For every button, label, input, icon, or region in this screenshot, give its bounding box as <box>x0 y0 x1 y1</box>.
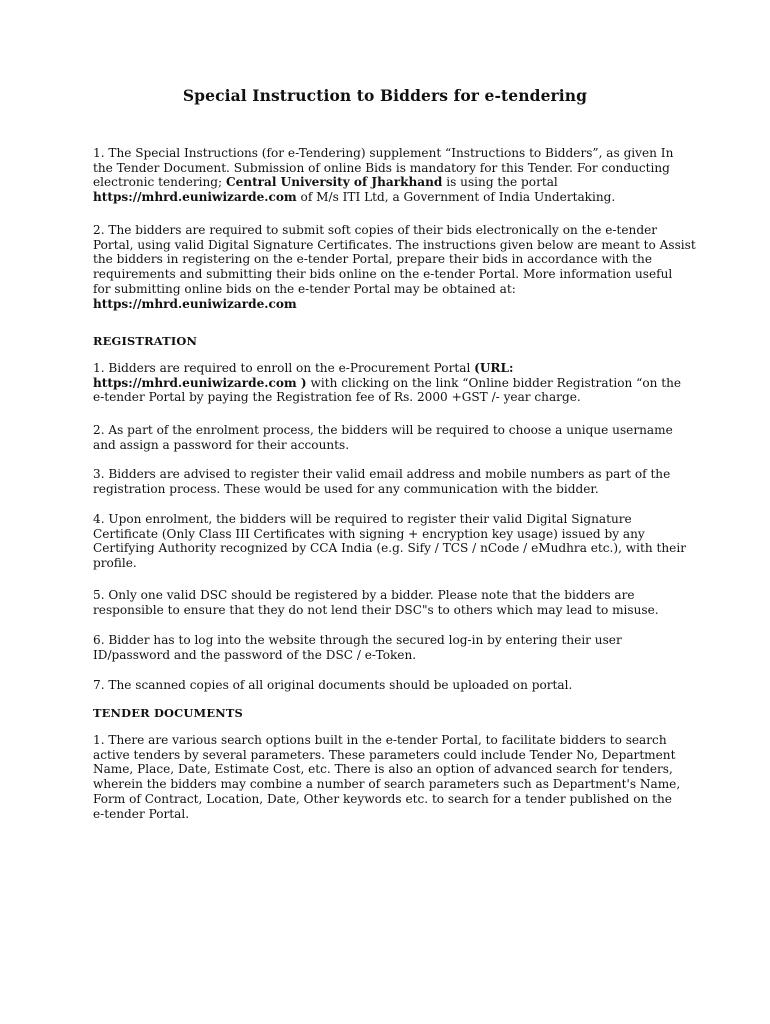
text-line: Name, Place, Date, Estimate Cost, etc. There is also an option of advanced search for tenders, <box>93 762 673 777</box>
text-run: with clicking on the link “Online bidder Registration “on the <box>306 375 682 390</box>
text-line: registration process. These would be used for any communication with the bidder. <box>93 481 599 496</box>
text-line <box>93 376 683 391</box>
registration-item-4 <box>93 512 686 571</box>
text-line: 2. The bidders are required to submit soft copies of their bids electronically on the e-tender <box>93 223 658 237</box>
text-line: profile. <box>93 556 137 571</box>
registration-item-2 <box>93 423 683 452</box>
registration-item-5 <box>93 588 683 617</box>
text-line: 1. The Special Instructions (for e-Tendering) supplement “Instructions to Bidders”, as given In <box>93 146 674 160</box>
text-line: 5. Only one valid DSC should be registered by a bidder. Please note that the bidders are <box>93 588 635 602</box>
text-line: e-tender Portal. <box>93 806 190 821</box>
text-line: 6. Bidder has to log into the website through the secured log-in by entering their user <box>93 633 622 647</box>
portal-url: https://mhrd.euniwizarde.com <box>93 296 297 311</box>
text-line: Certifying Authority recognized by CCA India (e.g. Sify / TCS / nCode / eMudhra etc.), with their <box>93 541 686 556</box>
text-run: of M/s ITI Ltd, a Government of India Undertaking. <box>296 190 616 205</box>
text-line: 2. As part of the enrolment process, the bidders will be required to choose a unique username <box>93 423 673 437</box>
portal-url: https://mhrd.euniwizarde.com ) <box>93 375 307 390</box>
text-line: responsible to ensure that they do not lend their DSC"s to others which may lead to misuse. <box>93 602 659 617</box>
registration-item-7 <box>93 678 683 693</box>
document-title: Special Instruction to Bidders for e-tendering <box>182 86 588 105</box>
portal-url: https://mhrd.euniwizarde.com <box>93 190 297 205</box>
text-line: active tenders by several parameters. These parameters could include Tender No, Department <box>93 747 676 762</box>
text-run: electronic tendering; <box>93 175 226 190</box>
university-name: Central University of Jharkhand <box>225 175 443 190</box>
text-line: Certificate (Only Class III Certificates with signing + encryption key usage) issued by any <box>93 526 645 541</box>
registration-heading: REGISTRATION <box>93 334 198 348</box>
text-line: requirements and submitting their bids online on the e-tender Portal. More information useful <box>93 267 673 282</box>
registration-item-3 <box>93 467 683 496</box>
tender-documents-heading: TENDER DOCUMENTS <box>93 706 243 720</box>
registration-item-6 <box>93 633 683 662</box>
intro-paragraph-1 <box>93 146 683 205</box>
url-label: (URL: <box>474 361 514 375</box>
text-line: 7. The scanned copies of all original documents should be uploaded on portal. <box>93 678 573 692</box>
text-line <box>93 361 683 376</box>
tender-documents-item-1 <box>93 733 683 821</box>
text-line <box>93 190 683 205</box>
text-line: 3. Bidders are advised to register their valid email address and mobile numbers as part of the <box>93 467 671 481</box>
intro-paragraph-2 <box>93 223 696 311</box>
text-line: the Tender Document. Submission of online Bids is mandatory for this Tender. For conducting <box>93 160 670 175</box>
text-line: 1. There are various search options built in the e-tender Portal, to facilitate bidders to search <box>93 733 667 747</box>
text-line: ID/password and the password of the DSC / e-Token. <box>93 647 417 662</box>
text-line: e-tender Portal by paying the Registration fee of Rs. 2000 +GST /- year charge. <box>93 390 581 405</box>
text-run: is using the portal <box>442 175 558 190</box>
text-line: the bidders in registering on the e-tender Portal, prepare their bids in accordance with the <box>93 252 652 267</box>
text-line: and assign a password for their accounts. <box>93 437 350 452</box>
text-line: Form of Contract, Location, Date, Other keywords etc. to search for a tender published on the <box>93 791 672 806</box>
text-run: 1. Bidders are required to enroll on the e-Procurement Portal <box>93 361 475 375</box>
text-line: Portal, using valid Digital Signature Certificates. The instructions given below are meant to Assist <box>93 237 696 252</box>
registration-item-1 <box>93 361 683 405</box>
text-line: 4. Upon enrolment, the bidders will be required to register their valid Digital Signature <box>93 512 632 526</box>
text-line: wherein the bidders may combine a number of search parameters such as Department's Name, <box>93 777 681 792</box>
text-line <box>93 175 683 190</box>
text-line: for submitting online bids on the e-tender Portal may be obtained at: <box>93 281 516 296</box>
